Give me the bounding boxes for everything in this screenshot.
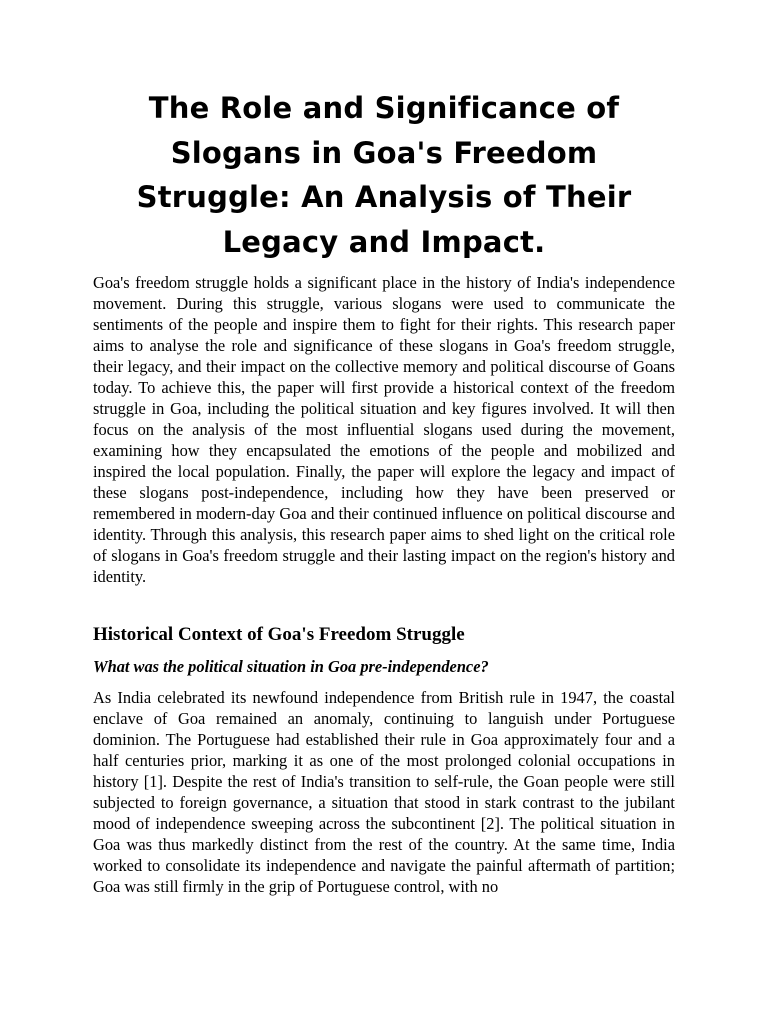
abstract-paragraph: Goa's freedom struggle holds a significant place in the history of India's independence movement. During this struggle, various slogans were used to communicate the sentiments of the people and inspire them to fight for their rights. This research paper aims to analyse the role and significance of these slogans in Goa's freedom struggle, their legacy, and their impact on the collective memory and political discourse of Goans today. To achieve this, the paper will first provide a historical context of the freedom struggle in Goa, including the political situation and key figures involved. It will then focus on the analysis of the most influential slogans used during the movement, examining how they encapsulated the emotions of the people and mobilized and inspired the local population. Finally, the paper will explore the legacy and impact of these slogans post-independence, including how they have been preserved or remembered in modern-day Goa and their continued influence on political discourse and identity. Through this analysis, this research paper aims to shed light on the critical role of slogans in Goa's freedom struggle and their lasting impact on the region's history and identity.	[93, 273, 675, 586]
document-title: The Role and Significance of Slogans in Goa's Freedom Struggle: An Analysis of Their Legacy and Impact.	[136, 91, 632, 259]
subsection-question: What was the political situation in Goa pre-independence?	[93, 657, 489, 676]
section-heading: Historical Context of Goa's Freedom Struggle	[93, 624, 465, 645]
body-paragraph: As India celebrated its newfound independence from British rule in 1947, the coastal enclave of Goa remained an anomaly, continuing to languish under Portuguese dominion. The Portuguese had established their rule in Goa approximately four and a half centuries prior, marking it as one of the most prolonged colonial occupations in history [1]. Despite the rest of India's transition to self-rule, the Goan people were still subjected to foreign governance, a situation that stood in stark contrast to the jubilant mood of independence sweeping across the subcontinent [2]. The political situation in Goa was thus markedly distinct from the rest of the country. At the same time, India worked to consolidate its independence and navigate the painful aftermath of partition; Goa was still firmly in the grip of Portuguese control, with no	[93, 688, 675, 896]
